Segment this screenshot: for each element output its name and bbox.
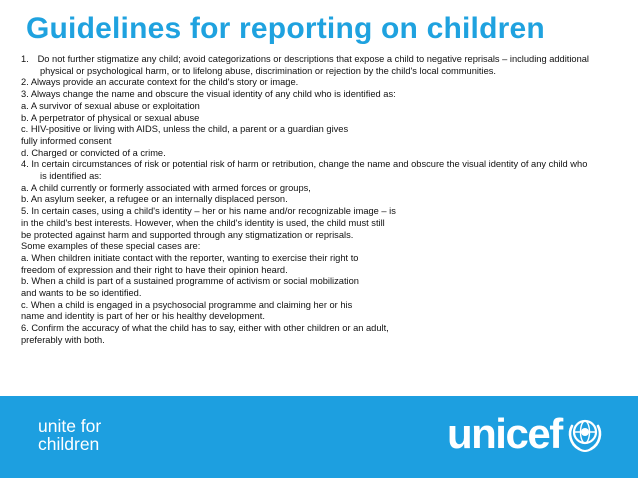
un-emblem-icon <box>565 415 605 455</box>
tagline-line-2: children <box>38 434 100 454</box>
guideline-line: freedom of expression and their right to have their opinion heard. <box>21 264 288 275</box>
guideline-line: Some examples of these special cases are: <box>21 241 201 252</box>
tagline-line-1: unite for <box>38 416 102 436</box>
item-number: 1. <box>21 54 29 64</box>
guideline-line: 6. Confirm the accuracy of what the child has to say, either with other children or an adult, <box>21 323 389 334</box>
guideline-line: c. When a child is engaged in a psychosocial programme and claiming her or his <box>21 299 353 310</box>
guideline-line: fully informed consent <box>21 135 112 146</box>
guideline-line: in the child's best interests. However, when the child's identity is used, the child must still <box>21 217 385 228</box>
guideline-line: preferably with both. <box>21 334 105 345</box>
guideline-line: a. A survivor of sexual abuse or exploitation <box>21 100 200 111</box>
guideline-line: and wants to be so identified. <box>21 288 142 299</box>
guideline-item-4-continued: is identified as: <box>40 171 102 182</box>
tagline <box>38 417 101 453</box>
guideline-line: c. HIV-positive or living with AIDS, unless the child, a parent or a guardian gives <box>21 124 349 135</box>
unicef-logo-text: unicef <box>447 410 562 457</box>
guideline-item-1-continued: physical or psychological harm, or to lifelong abuse, discrimination or rejection by the child's local communities. <box>40 65 496 76</box>
guideline-line: name and identity is part of her or his healthy development. <box>21 311 265 322</box>
footer-banner <box>0 396 638 478</box>
guideline-line: b. A perpetrator of physical or sexual abuse <box>21 112 200 123</box>
guideline-line: 3. Always change the name and obscure the visual identity of any child who is identified as: <box>21 89 396 100</box>
guideline-line: d. Charged or convicted of a crime. <box>21 147 166 158</box>
guideline-line: b. When a child is part of a sustained programme of activism or social mobilization <box>21 276 359 287</box>
guideline-line: a. A child currently or formerly associated with armed forces or groups, <box>21 182 311 193</box>
guideline-item-4: 4. In certain circumstances of risk or potential risk of harm or retribution, change the name and obscure the visual identity of any child who <box>21 159 588 170</box>
guideline-line: a. When children initiate contact with the reporter, wanting to exercise their right to <box>21 252 359 263</box>
guideline-line: 5. In certain cases, using a child's identity – her or his name and/or recognizable image – is <box>21 206 396 217</box>
guideline-line: be protected against harm and supported through any stigmatization or reprisals. <box>21 229 354 240</box>
guideline-line: b. An asylum seeker, a refugee or an internally displaced person. <box>21 194 288 205</box>
guideline-text: Do not further stigmatize any child; avoid categorizations or descriptions that expose a child to negative reprisals – including additional <box>37 54 590 64</box>
guidelines-body <box>21 54 633 347</box>
guideline-item-1 <box>21 54 633 66</box>
guideline-line: 2. Always provide an accurate context for the child's story or image. <box>21 77 299 88</box>
slide-title: Guidelines for reporting on children <box>26 12 545 45</box>
